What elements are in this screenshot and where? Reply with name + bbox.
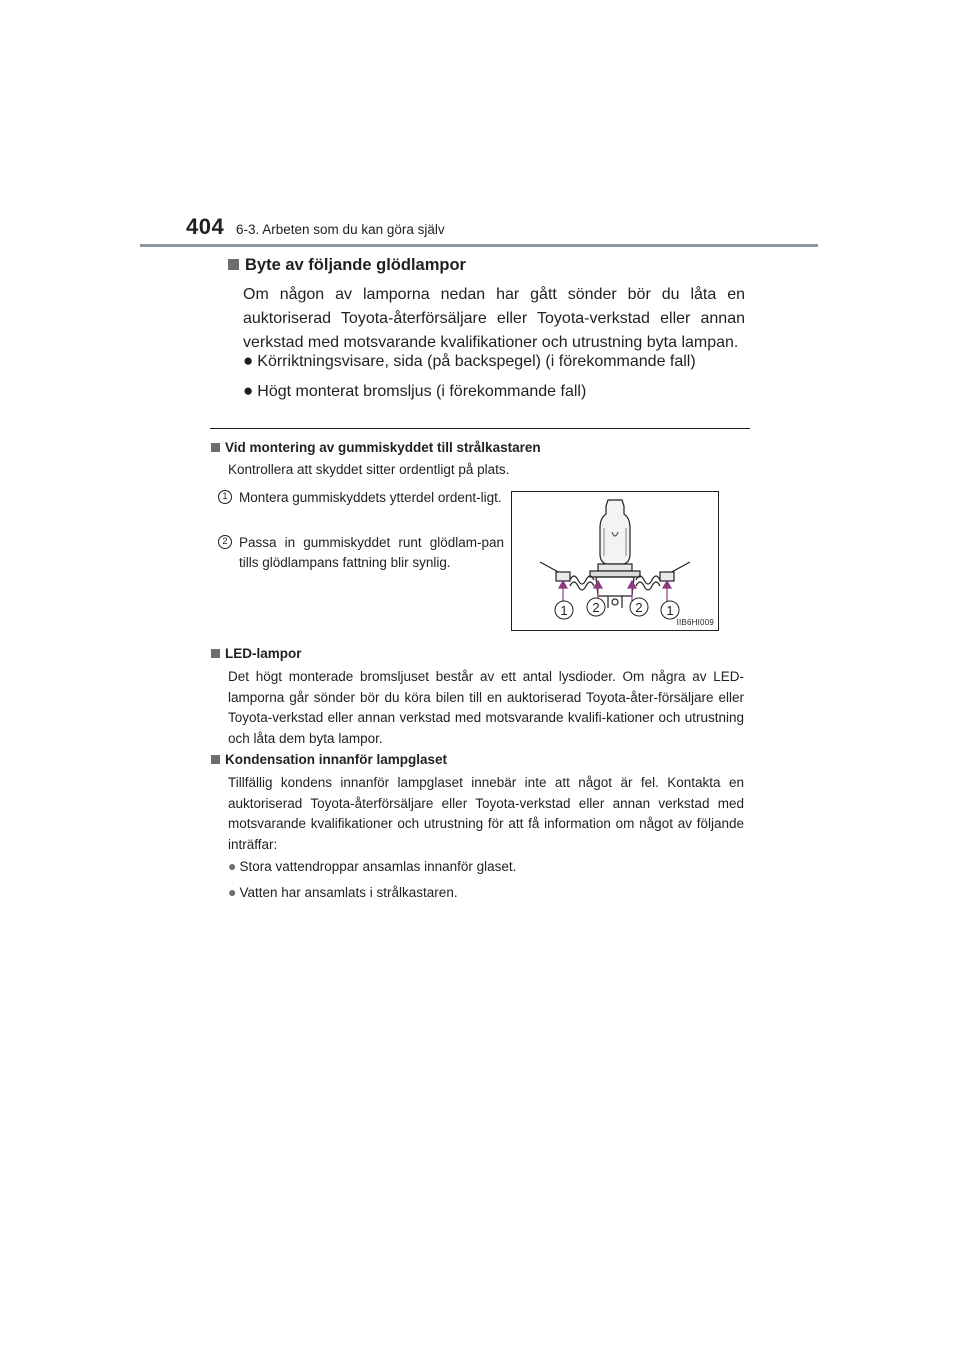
list-item-text: Körriktningsvisare, sida (på backspegel) (i förekommande fall): [257, 353, 696, 370]
note-heading-condensation: Kondensation innanför lampglaset: [211, 752, 447, 767]
section-heading: [228, 256, 466, 275]
note-intro: Kontrollera att skyddet sitter ordentligt på plats.: [228, 462, 510, 477]
page-number: 404: [186, 214, 225, 239]
bulb-rubber-cover-illustration: [511, 491, 719, 631]
square-bullet-icon: [228, 259, 239, 270]
square-bullet-icon: [211, 443, 220, 452]
list-item-text: Stora vattendroppar ansamlas innanför glaset.: [239, 859, 517, 874]
list-item: [228, 884, 458, 900]
square-bullet-icon: [211, 649, 220, 658]
bullet-dot-icon: ●: [243, 381, 254, 400]
bullet-dot-icon: ●: [228, 858, 237, 874]
list-item: [228, 858, 516, 874]
list-item: [243, 351, 696, 371]
section-divider: [210, 428, 750, 429]
note-led-text: Det högt monterade bromsljuset består av ett antal lysdioder. Om några av LED-lamporna går sönder bör du köra bilen till en auktoriserad Toyota-åter-försäljare eller Toyota-verkstad eller annan verkstad med motsvarande kvalifi-kationer och utrustning och låta dem byta lampor.: [228, 669, 744, 746]
section-paragraph: Om någon av lamporna nedan har gått sönder bör du låta en auktoriserad Toyota-återförsäljare eller Toyota-verkstad eller annan verkstad med motsvarande kvalifikationer och utrustning byta lampan.: [243, 286, 745, 351]
step-2: [218, 533, 504, 572]
list-item: [243, 381, 586, 401]
step-number-badge: 2: [218, 535, 232, 549]
step-1: [218, 488, 504, 508]
section-heading-text: Byte av följande glödlampor: [245, 256, 466, 274]
figure-code: IIB6HI009: [676, 618, 714, 627]
callout-label: 2: [635, 600, 643, 615]
header-rule: [140, 244, 818, 247]
callout-label: 2: [592, 600, 600, 615]
callout-label: 1: [666, 603, 674, 618]
note-condensation-text: Tillfällig kondens innanför lampglaset innebär inte att något är fel. Kontakta en auktoriserad Toyota-återförsäljare eller Toyota-verkstad eller annan verkstad med motsvarande kvalifikationer och utrustning för att få information om något av följande inträffar:: [228, 775, 744, 852]
callout-label: 1: [560, 603, 568, 618]
note-heading-led: LED-lampor: [211, 646, 302, 661]
bullet-dot-icon: ●: [243, 351, 254, 370]
bullet-dot-icon: ●: [228, 884, 237, 900]
step-text: Passa in gummiskyddet runt glödlam-pan tills glödlampans fattning blir synlig.: [239, 535, 504, 570]
illustration-drawing: [512, 492, 718, 630]
chapter-title: 6-3. Arbeten som du kan göra själv: [236, 222, 445, 237]
step-number-badge: 1: [218, 490, 232, 504]
square-bullet-icon: [211, 755, 220, 764]
list-item-text: Högt monterat bromsljus (i förekommande fall): [257, 383, 587, 400]
list-item-text: Vatten har ansamlats i strålkastaren.: [239, 885, 458, 900]
step-text: Montera gummiskyddets ytterdel ordent-ligt.: [239, 490, 502, 505]
note-heading-rubber-cover: Vid montering av gummiskyddet till strålkastaren: [211, 440, 541, 455]
